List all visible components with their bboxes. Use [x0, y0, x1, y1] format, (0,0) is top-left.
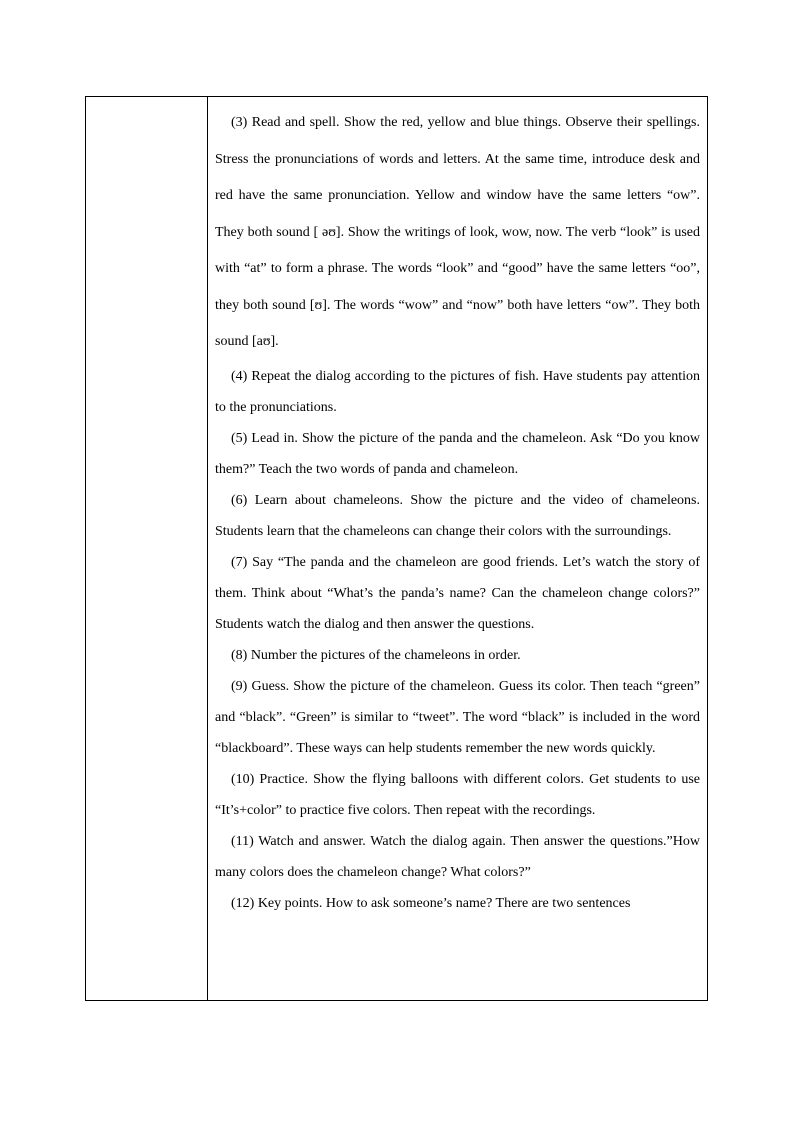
lesson-table	[85, 96, 708, 1001]
paragraph-repeat-dialog: (4) Repeat the dialog according to the pictures of fish. Have students pay attention to the pronunciations.	[215, 368, 700, 415]
paragraph-lead-in: (5) Lead in. Show the picture of the panda and the chameleon. Ask “Do you know them?” Teach the two words of panda and chameleon.	[215, 430, 700, 477]
paragraph-say-panda: (7) Say “The panda and the chameleon are good friends. Let’s watch the story of them. Think about “What’s the panda’s name? Can the chameleon change colors?” Students watch the dialog and then answer the questions.	[215, 554, 700, 632]
column-divider	[207, 97, 208, 1000]
table-content-cell	[215, 105, 700, 919]
paragraph-guess: (9) Guess. Show the picture of the chameleon. Guess its color. Then teach “green” and “black”. “Green” is similar to “tweet”. The word “black” is included in the word “blackboard”. These ways can help students remember the new words quickly.	[215, 678, 700, 756]
paragraph-learn-chameleons: (6) Learn about chameleons. Show the picture and the video of chameleons. Students learn that the chameleons can change their colors with the surroundings.	[215, 492, 700, 539]
paragraph-practice: (10) Practice. Show the flying balloons with different colors. Get students to use “It’s+color” to practice five colors. Then repeat with the recordings.	[215, 771, 700, 818]
paragraph-number-pictures: (8) Number the pictures of the chameleons in order.	[231, 647, 521, 663]
table-left-cell	[86, 97, 207, 1000]
paragraph-key-points: (12) Key points. How to ask someone’s name? There are two sentences	[231, 895, 631, 911]
paragraph-read-and-spell: (3) Read and spell. Show the red, yellow and blue things. Observe their spellings. Stress the pronunciations of words and letters. At the same time, introduce desk and red have the same pronunciation. Yellow and window have the same letters “ow”. They both sound [ əʊ]. Show the writings of look, wow, now. The verb “look” is used with “at” to form a phrase. The words “look” and “good” have the same letters “oo”, they both sound [ʊ]. The words “wow” and “now” both have letters “ow”. They both sound [aʊ].	[215, 115, 700, 349]
paragraph-watch-answer: (11) Watch and answer. Watch the dialog again. Then answer the questions.”How many colors does the chameleon change? What colors?”	[215, 833, 700, 880]
